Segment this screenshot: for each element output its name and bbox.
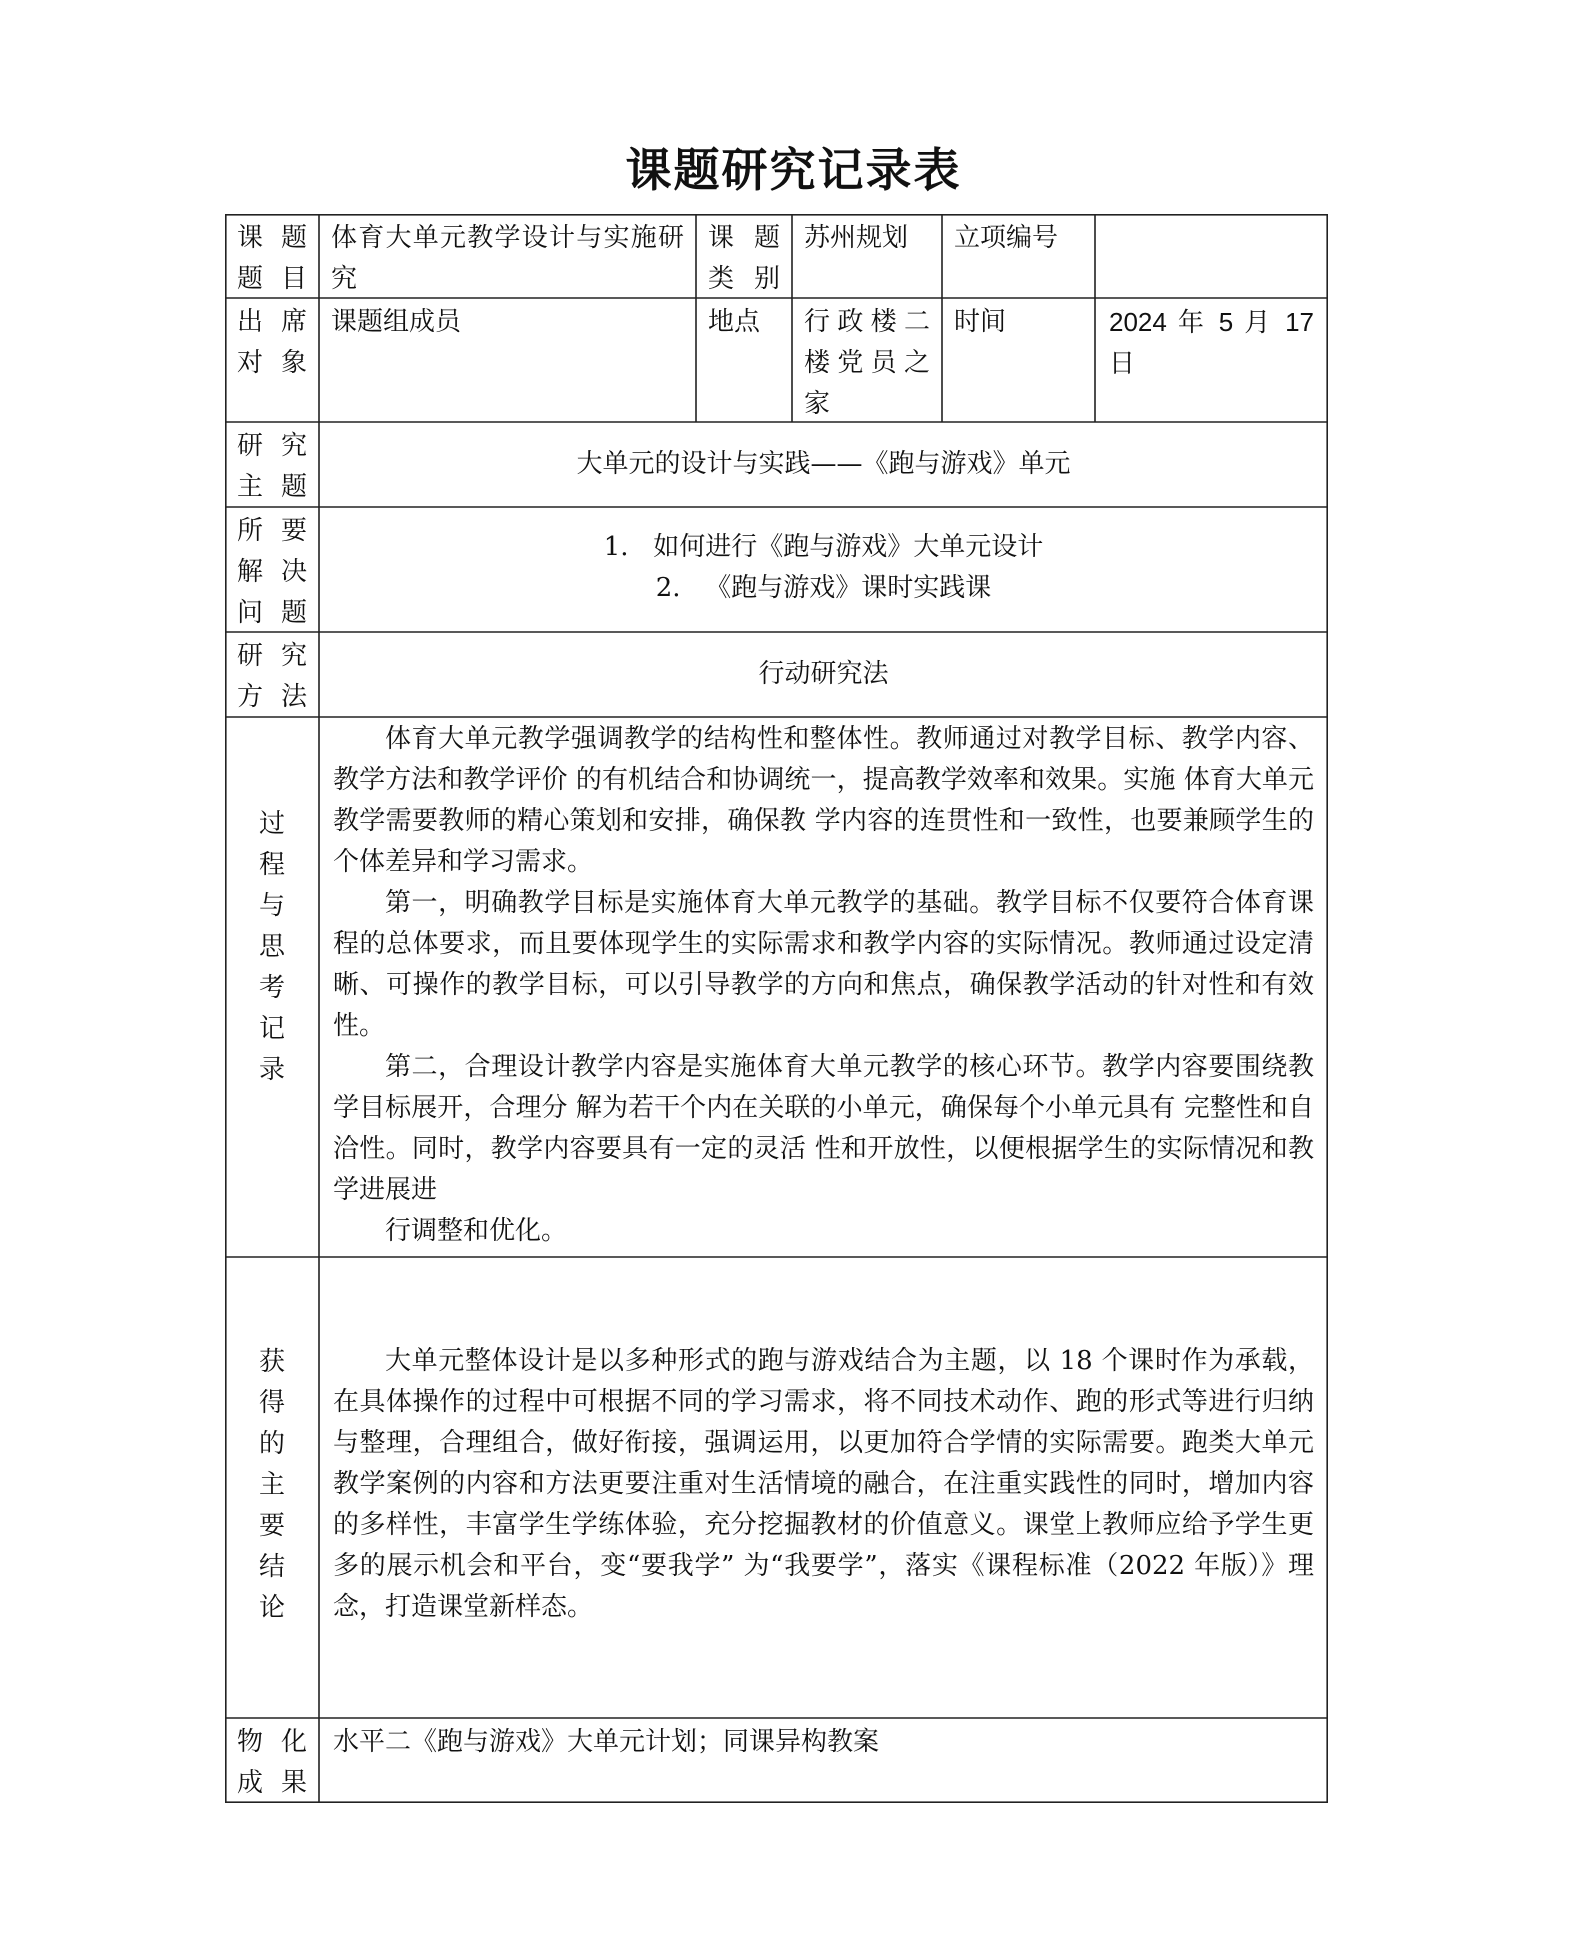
theme-value: 大单元的设计与实践——《跑与游戏》单元: [576, 449, 1071, 479]
category-value: 苏州规划: [804, 223, 909, 253]
category-label: 课 题 类别: [708, 223, 780, 294]
record-table: [225, 214, 1328, 1803]
problem-item: 2. 《跑与游戏》课时实践课: [655, 573, 992, 603]
conclusion-label: 获 得 的 主 要 结 论: [258, 1347, 285, 1623]
process-paragraph: 第一，明确教学目标是实施体育大单元教学的基础。教学目标不仅要符合体育课程的总体要求，而且要体现学生的实际需求和教学内容的实际情况。教师通过设定清晰、可操作的教学目标，可以引导教学的方向和焦点，确保教学活动的针对性和有效性。: [333, 888, 1314, 1041]
topic-value: 体育大单元教学设计与实施研究: [331, 223, 684, 294]
project-no-value: [1095, 214, 1328, 298]
process-label: 过 程 与 思 考 记 录: [258, 809, 285, 1085]
process-paragraph: 行调整和优化。: [385, 1216, 568, 1246]
process-record: [319, 717, 1328, 1257]
conclusion-paragraph: 大单元整体设计是以多种形式的跑与游戏结合为主题，以 18 个课时作为承载，在具体操作的过程中可根据不同的学习需求，将不同技术动作、跑的形式等进行归纳与整理，合理组合，做好衔接，强调运用，以更加符合学情的实际需要。跑类大单元教学案例的内容和方法更要注重对生活情境的融合，在注重实践性的同时，增加内容的多样性，丰富学生学练体验，充分挖掘教材的价值意义。课堂上教师应给予学生更多的展示机会和平台，变“要我学” 为“我要学”，落实《课程标准（2022 年版）》理念，打造课堂新样态。: [333, 1346, 1314, 1622]
problem-item: 1. 如何进行《跑与游戏》大单元设计: [603, 532, 1044, 562]
project-no-label: 立项编号: [954, 223, 1059, 253]
problems-label: 所 要 解 决 问题: [237, 516, 307, 628]
attendees-label: 出 席 对象: [237, 307, 307, 378]
conclusion-content: [319, 1257, 1328, 1718]
theme-label: 研 究 主题: [237, 431, 307, 502]
topic-label: 课 题 题目: [237, 223, 307, 294]
outcome-label: 物 化 成果: [237, 1727, 307, 1798]
method-value: 行动研究法: [758, 659, 889, 689]
location-value: 行政楼二楼党员之家: [804, 307, 930, 419]
process-paragraph: 第二，合理设计教学内容是实施体育大单元教学的核心环节。教学内容要围绕教学目标展开，合理分 解为若干个内在关联的小单元，确保每个小单元具有 完整性和自洽性。同时，教学内容要具有一定的灵活 性和开放性，以便根据学生的实际情况和教学进展进: [333, 1052, 1314, 1205]
attendees-value: 课题组成员: [331, 307, 462, 337]
time-value: 2024 年 5 月 17 日: [1109, 307, 1314, 378]
process-paragraph: 体育大单元教学强调教学的结构性和整体性。教师通过对教学目标、教学内容、教学方法和教学评价 的有机结合和协调统一，提高教学效率和效果。实施 体育大单元教学需要教师的精心策划和安排，确保教 学内容的连贯性和一致性，也要兼顾学生的个体差异和学习需求。: [333, 724, 1314, 877]
outcome-value: 水平二《跑与游戏》大单元计划；同课异构教案: [333, 1727, 880, 1757]
problems-list: [319, 507, 1328, 632]
method-label: 研 究 方法: [237, 641, 307, 712]
location-label: 地点: [708, 307, 761, 337]
page-title: 课题研究记录表: [625, 143, 962, 197]
time-label: 时间: [954, 307, 1007, 337]
